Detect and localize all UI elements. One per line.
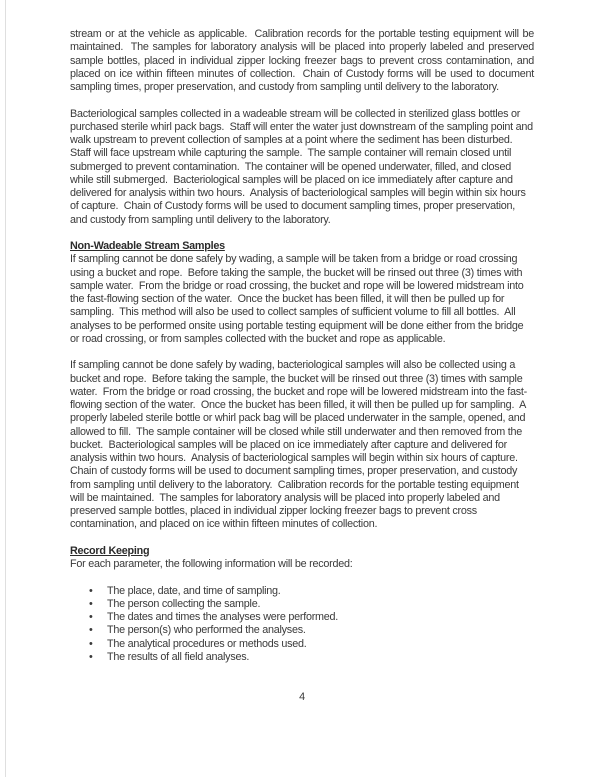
paragraph-continuation: stream or at the vehicle as applicable. Calibration records for the portable testing equipment will be maintained. The samples for laboratory analysis will be placed into properly labeled and preserved sample bottles, placed in individual zipper locking freezer bags to prevent cross contamination, and placed on ice within fifteen minutes of collection. Chain of Custody forms will be used to document sampling times, proper preservation, and custody from sampling until delivery to the laboratory.	[70, 28, 537, 93]
heading-record-keeping: Record Keeping	[70, 544, 150, 557]
page-content	[70, 28, 537, 704]
paragraph-non-wadeable-general: If sampling cannot be done safely by wading, a sample will be taken from a bridge or road crossing using a bucket and rope. Before taking the sample, the bucket will be rinsed out three (3) times with sample water. From the bridge or road crossing, the bucket and rope will be lowered midstream into the fast-flowing section of the water. Once the bucket has been filled, it will then be pulled up for sampling. This method will also be used to collect samples of sufficient volume to fill all bottles. All analyses to be performed onsite using portable testing equipment will be done either from the bridge or road crossing, or from samples collected with the bucket and rope as applicable.	[70, 253, 527, 345]
bullet-icon: •	[89, 597, 93, 610]
bullet-icon: •	[89, 637, 93, 650]
bullet-icon: •	[89, 624, 93, 637]
bullet-icon: •	[89, 611, 93, 623]
list-item	[70, 585, 534, 598]
bullet-icon: •	[89, 584, 93, 597]
page-number: 4	[299, 691, 305, 703]
list-item-text: The person collecting the sample.	[107, 597, 261, 610]
paragraph-non-wadeable-bacteriological: If sampling cannot be done safely by wading, bacteriological samples will also be collected using a bucket and rope. Before taking the sample, the bucket will be rinsed out three (3) times with sample water. From the bridge or road crossing, the bucket and rope will be lowered midstream into the fast-flowing section of the water. Once the bucket has been filled, it will then be pulled up for sampling. A properly labeled sterile bottle or whirl pack bag will be placed underwater in the sample, opened, and allowed to fill. The sample container will be closed while still underwater and then removed from the bucket. Bacteriological samples will be placed on ice immediately after capture and delivered for analysis within two hours. Analysis of bacteriological samples will begin within six hours of capture. Chain of custody forms will be used to document sampling times, proper preservation, and custody from sampling until delivery to the laboratory. Calibration records for the portable testing equipment will be maintained. The samples for laboratory analysis will be placed into properly labeled and preserved sample bottles, placed in individual zipper locking freezer bags to prevent cross contamination, and placed on ice within fifteen minutes of collection.	[70, 359, 529, 531]
record-keeping-list	[70, 585, 534, 665]
list-item-text: The analytical procedures or methods used.	[107, 637, 307, 650]
list-item	[70, 598, 534, 611]
list-item	[70, 611, 534, 624]
heading-non-wadeable-stream-samples: Non-Wadeable Stream Samples	[70, 240, 225, 252]
bullet-icon: •	[89, 650, 93, 663]
list-item-text: The dates and times the analyses were performed.	[107, 611, 339, 623]
list-item	[70, 651, 534, 664]
paragraph-record-keeping-intro: For each parameter, the following information will be recorded:	[70, 558, 353, 570]
paragraph-wadeable-bacteriological: Bacteriological samples collected in a wadeable stream will be collected in sterilized glass bottles or purchased sterile whirl pack bags. Staff will enter the water just downstream of the sampling point and walk upstream to prevent collection of samples at a point where the sediment has been disturbed. Staff will face upstream while capturing the sample. The sample container will remain closed until submerged to prevent contamination. The container will be opened underwater, filled, and closed while still submerged. Bacteriological samples will be placed on ice immediately after capture and delivered for analysis within two hours. Analysis of bacteriological samples will begin within six hours of capture. Chain of Custody forms will be used to document sampling times, proper preservation, and custody from sampling until delivery to the laboratory.	[70, 107, 536, 226]
list-item-text: The person(s) who performed the analyses.	[107, 624, 306, 637]
list-item-text: The results of all field analyses.	[107, 650, 250, 663]
list-item	[70, 638, 534, 651]
list-item-text: The place, date, and time of sampling.	[107, 584, 281, 597]
list-item	[70, 624, 534, 637]
scan-edge-line	[5, 0, 6, 777]
